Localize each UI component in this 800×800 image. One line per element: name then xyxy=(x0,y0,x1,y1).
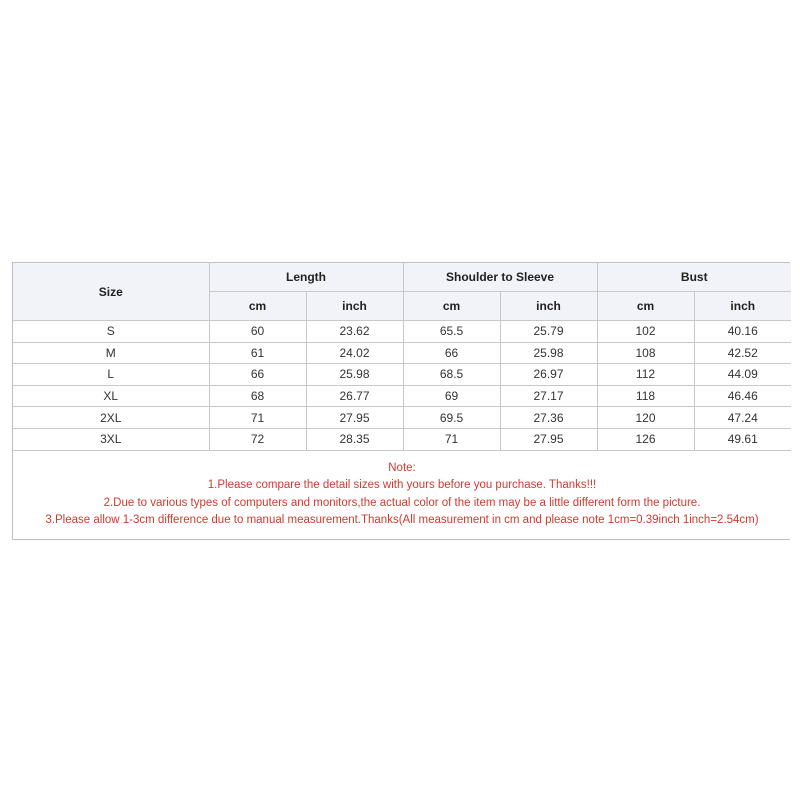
size-column-header: Size xyxy=(13,263,209,321)
size-cell: XL xyxy=(13,385,209,407)
notes-title: Note: xyxy=(388,461,416,474)
notes-row xyxy=(13,450,791,539)
bust-group-header: Bust xyxy=(597,263,791,292)
table-cell: 26.77 xyxy=(306,385,403,407)
table-cell: 65.5 xyxy=(403,321,500,343)
table-cell: 69 xyxy=(403,385,500,407)
table-cell: 25.98 xyxy=(500,342,597,364)
table-cell: 24.02 xyxy=(306,342,403,364)
table-row xyxy=(13,364,791,386)
table-cell: 68.5 xyxy=(403,364,500,386)
table-cell: 71 xyxy=(403,428,500,450)
table-cell: 61 xyxy=(209,342,306,364)
size-chart xyxy=(12,262,790,540)
table-cell: 27.17 xyxy=(500,385,597,407)
table-cell: 126 xyxy=(597,428,694,450)
notes-cell xyxy=(13,450,791,539)
unit-header-shoulder-cm: cm xyxy=(403,292,500,321)
table-cell: 102 xyxy=(597,321,694,343)
size-cell: M xyxy=(13,342,209,364)
table-cell: 120 xyxy=(597,407,694,429)
table-cell: 66 xyxy=(403,342,500,364)
size-cell: L xyxy=(13,364,209,386)
length-group-header: Length xyxy=(209,263,403,292)
note-line: 1.Please compare the detail sizes with yours before you purchase. Thanks!!! xyxy=(207,479,597,492)
table-cell: 49.61 xyxy=(694,428,791,450)
table-cell: 27.95 xyxy=(500,428,597,450)
table-cell: 69.5 xyxy=(403,407,500,429)
table-cell: 46.46 xyxy=(694,385,791,407)
table-cell: 68 xyxy=(209,385,306,407)
size-table xyxy=(13,263,791,539)
table-row xyxy=(13,407,791,429)
shoulder-to-sleeve-group-header: Shoulder to Sleeve xyxy=(403,263,597,292)
header-row-groups xyxy=(13,263,791,292)
table-row xyxy=(13,385,791,407)
table-cell: 25.79 xyxy=(500,321,597,343)
table-cell: 42.52 xyxy=(694,342,791,364)
note-line: 2.Due to various types of computers and monitors,the actual color of the item may be a little different form the picture. xyxy=(103,496,701,509)
table-cell: 27.95 xyxy=(306,407,403,429)
table-cell: 71 xyxy=(209,407,306,429)
unit-header-length-inch: inch xyxy=(306,292,403,321)
table-cell: 23.62 xyxy=(306,321,403,343)
table-cell: 26.97 xyxy=(500,364,597,386)
size-cell: S xyxy=(13,321,209,343)
table-cell: 60 xyxy=(209,321,306,343)
table-cell: 40.16 xyxy=(694,321,791,343)
table-cell: 112 xyxy=(597,364,694,386)
table-cell: 66 xyxy=(209,364,306,386)
table-cell: 28.35 xyxy=(306,428,403,450)
notes-block xyxy=(13,460,791,530)
table-cell: 25.98 xyxy=(306,364,403,386)
table-cell: 72 xyxy=(209,428,306,450)
table-cell: 47.24 xyxy=(694,407,791,429)
table-row xyxy=(13,428,791,450)
unit-header-bust-inch: inch xyxy=(694,292,791,321)
note-line: 3.Please allow 1-3cm difference due to manual measurement.Thanks(All measurement in cm and please note 1cm=0.39inch 1inch=2.54cm) xyxy=(45,514,759,527)
unit-header-length-cm: cm xyxy=(209,292,306,321)
table-row xyxy=(13,321,791,343)
table-cell: 44.09 xyxy=(694,364,791,386)
table-cell: 27.36 xyxy=(500,407,597,429)
unit-header-shoulder-inch: inch xyxy=(500,292,597,321)
table-cell: 118 xyxy=(597,385,694,407)
table-row xyxy=(13,342,791,364)
table-cell: 108 xyxy=(597,342,694,364)
unit-header-bust-cm: cm xyxy=(597,292,694,321)
size-cell: 3XL xyxy=(13,428,209,450)
size-cell: 2XL xyxy=(13,407,209,429)
